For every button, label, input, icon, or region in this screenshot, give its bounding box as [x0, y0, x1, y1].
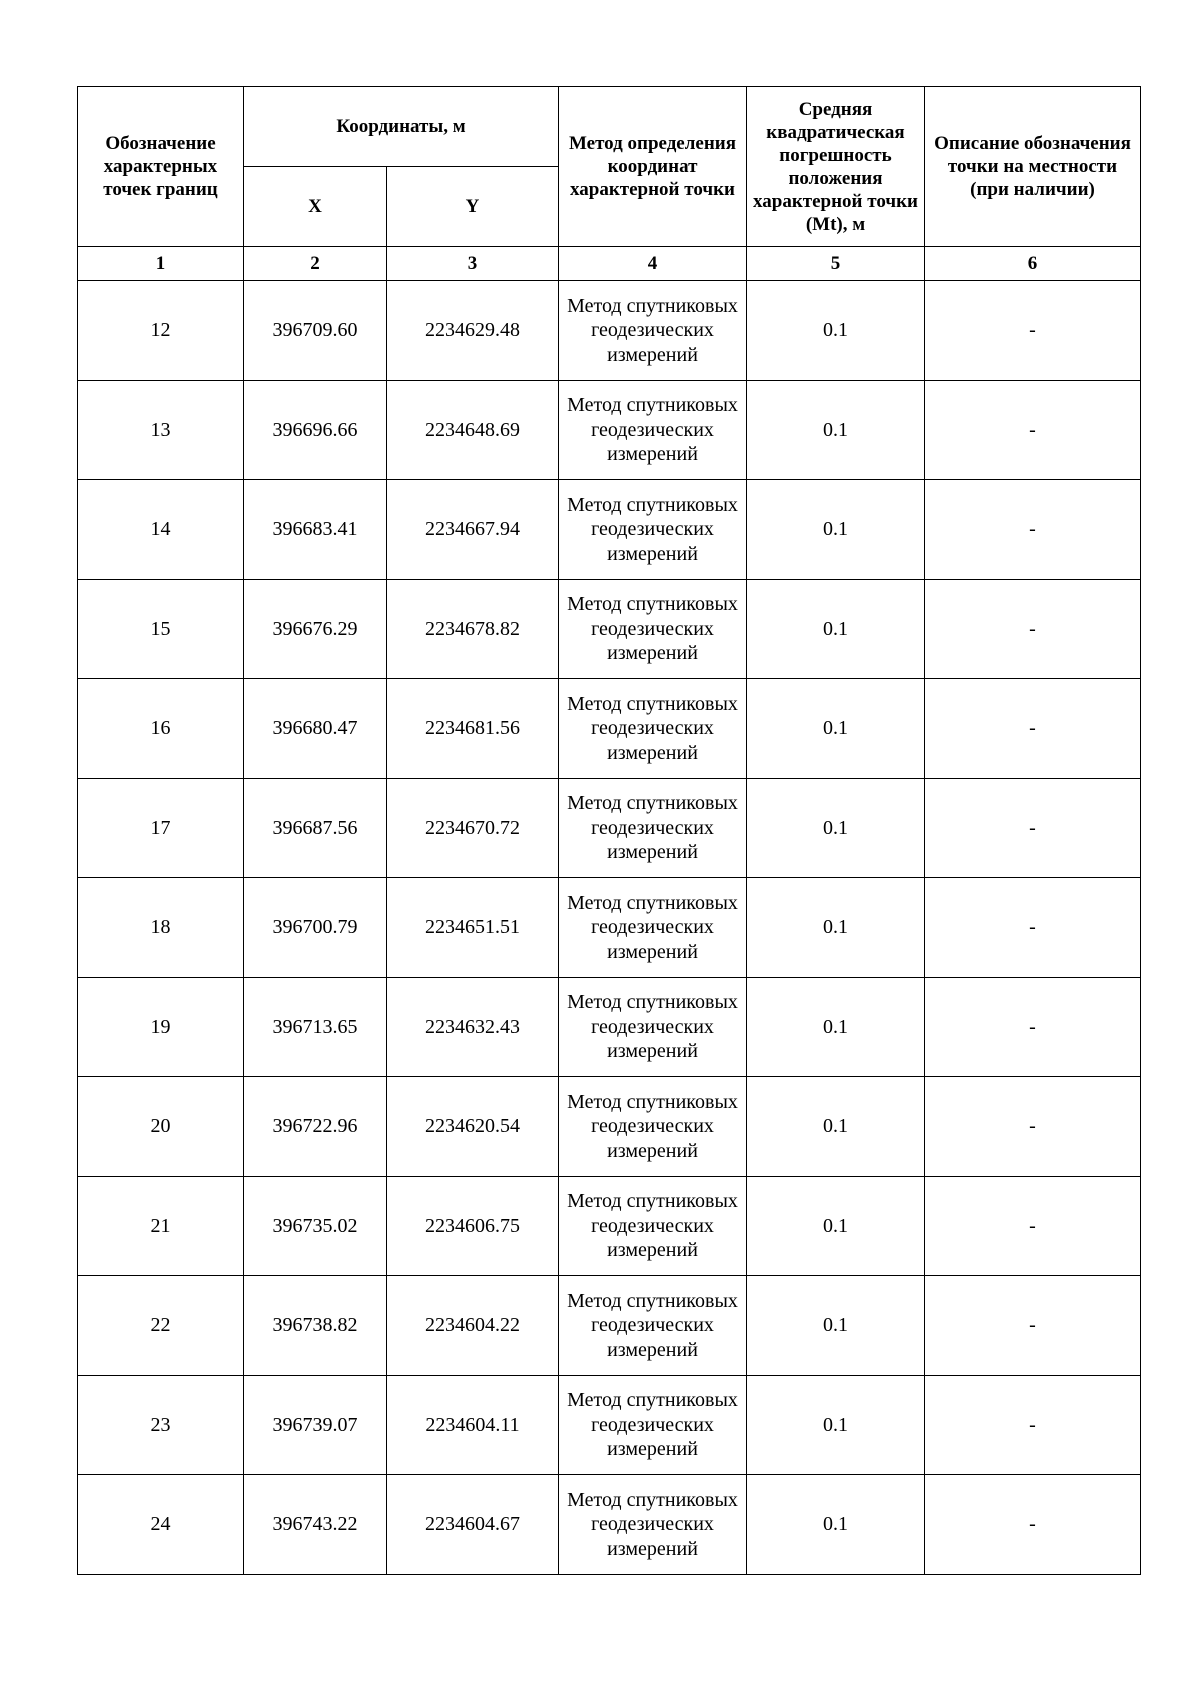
cell-description: -	[925, 579, 1141, 679]
cell-point: 18	[78, 878, 244, 978]
cell-point: 22	[78, 1276, 244, 1376]
column-number: 5	[747, 247, 925, 281]
cell-method: Метод спутниковых геодезических измерений	[559, 878, 747, 978]
cell-x: 396687.56	[244, 778, 387, 878]
cell-y: 2234629.48	[387, 281, 559, 381]
cell-error: 0.1	[747, 1276, 925, 1376]
cell-description: -	[925, 1375, 1141, 1475]
header-y: Y	[387, 167, 559, 247]
cell-error: 0.1	[747, 977, 925, 1077]
table-row	[78, 1375, 1141, 1475]
cell-y: 2234678.82	[387, 579, 559, 679]
cell-y: 2234604.22	[387, 1276, 559, 1376]
table-row	[78, 1475, 1141, 1575]
table-row	[78, 281, 1141, 381]
cell-y: 2234606.75	[387, 1176, 559, 1276]
cell-x: 396713.65	[244, 977, 387, 1077]
cell-description: -	[925, 1176, 1141, 1276]
table-row	[78, 380, 1141, 480]
cell-error: 0.1	[747, 1475, 925, 1575]
cell-description: -	[925, 480, 1141, 580]
cell-point: 17	[78, 778, 244, 878]
cell-point: 23	[78, 1375, 244, 1475]
cell-x: 396735.02	[244, 1176, 387, 1276]
table-row	[78, 878, 1141, 978]
cell-error: 0.1	[747, 281, 925, 381]
cell-description: -	[925, 679, 1141, 779]
cell-x: 396700.79	[244, 878, 387, 978]
table-row	[78, 977, 1141, 1077]
cell-error: 0.1	[747, 1375, 925, 1475]
cell-description: -	[925, 977, 1141, 1077]
cell-description: -	[925, 281, 1141, 381]
cell-x: 396676.29	[244, 579, 387, 679]
header-designation: Обозначение характерных точек границ	[78, 87, 244, 247]
cell-x: 396696.66	[244, 380, 387, 480]
cell-x: 396738.82	[244, 1276, 387, 1376]
cell-point: 12	[78, 281, 244, 381]
cell-x: 396739.07	[244, 1375, 387, 1475]
cell-point: 15	[78, 579, 244, 679]
cell-method: Метод спутниковых геодезических измерений	[559, 380, 747, 480]
cell-y: 2234651.51	[387, 878, 559, 978]
cell-y: 2234681.56	[387, 679, 559, 779]
cell-method: Метод спутниковых геодезических измерений	[559, 977, 747, 1077]
cell-y: 2234667.94	[387, 480, 559, 580]
cell-description: -	[925, 1077, 1141, 1177]
cell-method: Метод спутниковых геодезических измерений	[559, 1475, 747, 1575]
cell-error: 0.1	[747, 480, 925, 580]
table-row	[78, 480, 1141, 580]
table-row	[78, 778, 1141, 878]
cell-y: 2234632.43	[387, 977, 559, 1077]
cell-description: -	[925, 778, 1141, 878]
header-coordinates: Координаты, м	[244, 87, 559, 167]
column-number: 2	[244, 247, 387, 281]
cell-x: 396709.60	[244, 281, 387, 381]
cell-point: 24	[78, 1475, 244, 1575]
cell-y: 2234604.11	[387, 1375, 559, 1475]
header-description: Описание обозначения точки на местности (при наличии)	[925, 87, 1141, 247]
cell-error: 0.1	[747, 380, 925, 480]
cell-description: -	[925, 380, 1141, 480]
cell-y: 2234604.67	[387, 1475, 559, 1575]
cell-point: 19	[78, 977, 244, 1077]
cell-point: 14	[78, 480, 244, 580]
cell-y: 2234648.69	[387, 380, 559, 480]
table-row	[78, 679, 1141, 779]
cell-y: 2234620.54	[387, 1077, 559, 1177]
cell-point: 13	[78, 380, 244, 480]
cell-method: Метод спутниковых геодезических измерений	[559, 579, 747, 679]
column-number: 6	[925, 247, 1141, 281]
column-number: 4	[559, 247, 747, 281]
cell-method: Метод спутниковых геодезических измерений	[559, 1077, 747, 1177]
table-body	[78, 281, 1141, 1575]
cell-x: 396680.47	[244, 679, 387, 779]
cell-description: -	[925, 1475, 1141, 1575]
cell-point: 21	[78, 1176, 244, 1276]
column-number: 3	[387, 247, 559, 281]
table-row	[78, 1176, 1141, 1276]
cell-description: -	[925, 1276, 1141, 1376]
cell-error: 0.1	[747, 679, 925, 779]
cell-error: 0.1	[747, 1077, 925, 1177]
cell-error: 0.1	[747, 579, 925, 679]
table-row	[78, 579, 1141, 679]
cell-method: Метод спутниковых геодезических измерений	[559, 480, 747, 580]
header-x: X	[244, 167, 387, 247]
cell-error: 0.1	[747, 878, 925, 978]
column-number: 1	[78, 247, 244, 281]
coordinates-table	[77, 86, 1141, 1575]
cell-point: 16	[78, 679, 244, 779]
table-row	[78, 1276, 1141, 1376]
header-error: Средняя квадратическая погрешность положения характерной точки (Mt), м	[747, 87, 925, 247]
cell-method: Метод спутниковых геодезических измерений	[559, 1176, 747, 1276]
cell-method: Метод спутниковых геодезических измерений	[559, 281, 747, 381]
cell-x: 396722.96	[244, 1077, 387, 1177]
cell-error: 0.1	[747, 1176, 925, 1276]
cell-x: 396683.41	[244, 480, 387, 580]
cell-method: Метод спутниковых геодезических измерений	[559, 679, 747, 779]
cell-error: 0.1	[747, 778, 925, 878]
table-row	[78, 1077, 1141, 1177]
cell-x: 396743.22	[244, 1475, 387, 1575]
header-method: Метод определения координат характерной точки	[559, 87, 747, 247]
cell-description: -	[925, 878, 1141, 978]
cell-y: 2234670.72	[387, 778, 559, 878]
cell-method: Метод спутниковых геодезических измерений	[559, 778, 747, 878]
cell-point: 20	[78, 1077, 244, 1177]
cell-method: Метод спутниковых геодезических измерений	[559, 1375, 747, 1475]
cell-method: Метод спутниковых геодезических измерений	[559, 1276, 747, 1376]
